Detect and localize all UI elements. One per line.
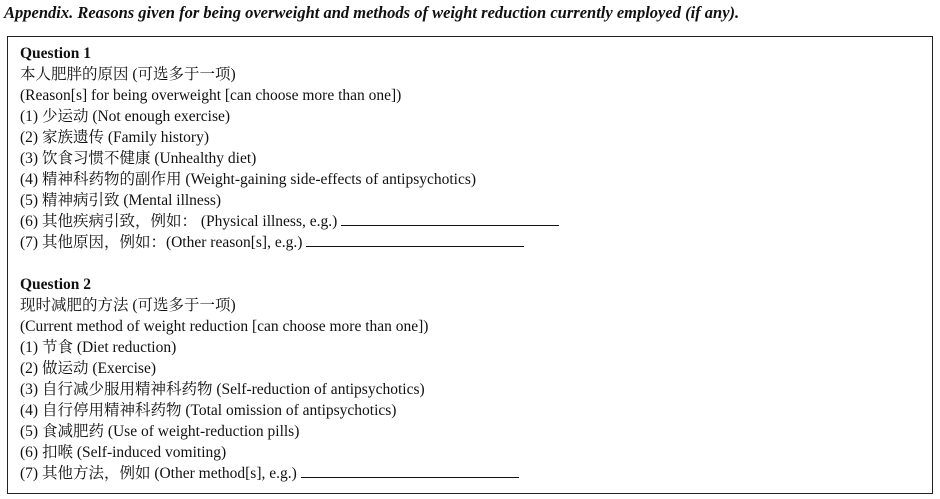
question-2-heading: Question 2 — [20, 276, 92, 293]
question-2-option-4: (4) 自行停用精神科药物 (Total omission of antipsychotics) — [20, 402, 397, 419]
question-1-option-4: (4) 精神科药物的副作用 (Weight-gaining side-effects of antipsychotics) — [20, 171, 477, 188]
spacer — [20, 253, 922, 274]
questionnaire-content — [20, 43, 922, 484]
fill-in-blank-line — [301, 463, 519, 478]
question-2-option-6: (6) 扣喉 (Self-induced vomiting) — [20, 444, 227, 461]
question-1-option-2: (2) 家族遗传 (Family history) — [20, 129, 209, 146]
appendix-caption: Appendix. Reasons given for being overweight and methods of weight reduction currently employed (if any). — [4, 3, 740, 22]
question-1-heading: Question 1 — [20, 45, 92, 62]
question-1-option-7 — [20, 232, 922, 253]
question-2-option-7-label: (7) 其他方法，例如 (Other method[s], e.g.) — [20, 465, 297, 482]
question-2-title-cn: 现时减肥的方法 (可选多于一项) — [20, 297, 236, 314]
question-1-option-3: (3) 饮食习惯不健康 (Unhealthy diet) — [20, 150, 257, 167]
question-2-option-3: (3) 自行减少服用精神科药物 (Self-reduction of antipsychotics) — [20, 381, 425, 398]
fill-in-blank-line — [341, 211, 559, 226]
fill-in-blank-line — [306, 232, 524, 247]
question-1-option-7-label: (7) 其他原因，例如：(Other reason[s], e.g.) — [20, 234, 303, 251]
question-2-option-5: (5) 食减肥药 (Use of weight-reduction pills) — [20, 423, 300, 440]
question-1-option-1: (1) 少运动 (Not enough exercise) — [20, 108, 231, 125]
question-1-option-5: (5) 精神病引致 (Mental illness) — [20, 192, 222, 209]
question-1-title-en: (Reason[s] for being overweight [can choose more than one]) — [20, 87, 402, 104]
question-1-option-6 — [20, 211, 922, 232]
question-1-option-6-label: (6) 其他疾病引致，例如： (Physical illness, e.g.) — [20, 213, 338, 230]
question-1-title-cn: 本人肥胖的原因 (可选多于一项) — [20, 66, 236, 83]
question-2-title-en: (Current method of weight reduction [can choose more than one]) — [20, 318, 429, 335]
questionnaire-box — [7, 36, 933, 494]
question-2-option-7 — [20, 463, 922, 484]
question-2-option-2: (2) 做运动 (Exercise) — [20, 360, 157, 377]
question-2-option-1: (1) 节食 (Diet reduction) — [20, 339, 177, 356]
